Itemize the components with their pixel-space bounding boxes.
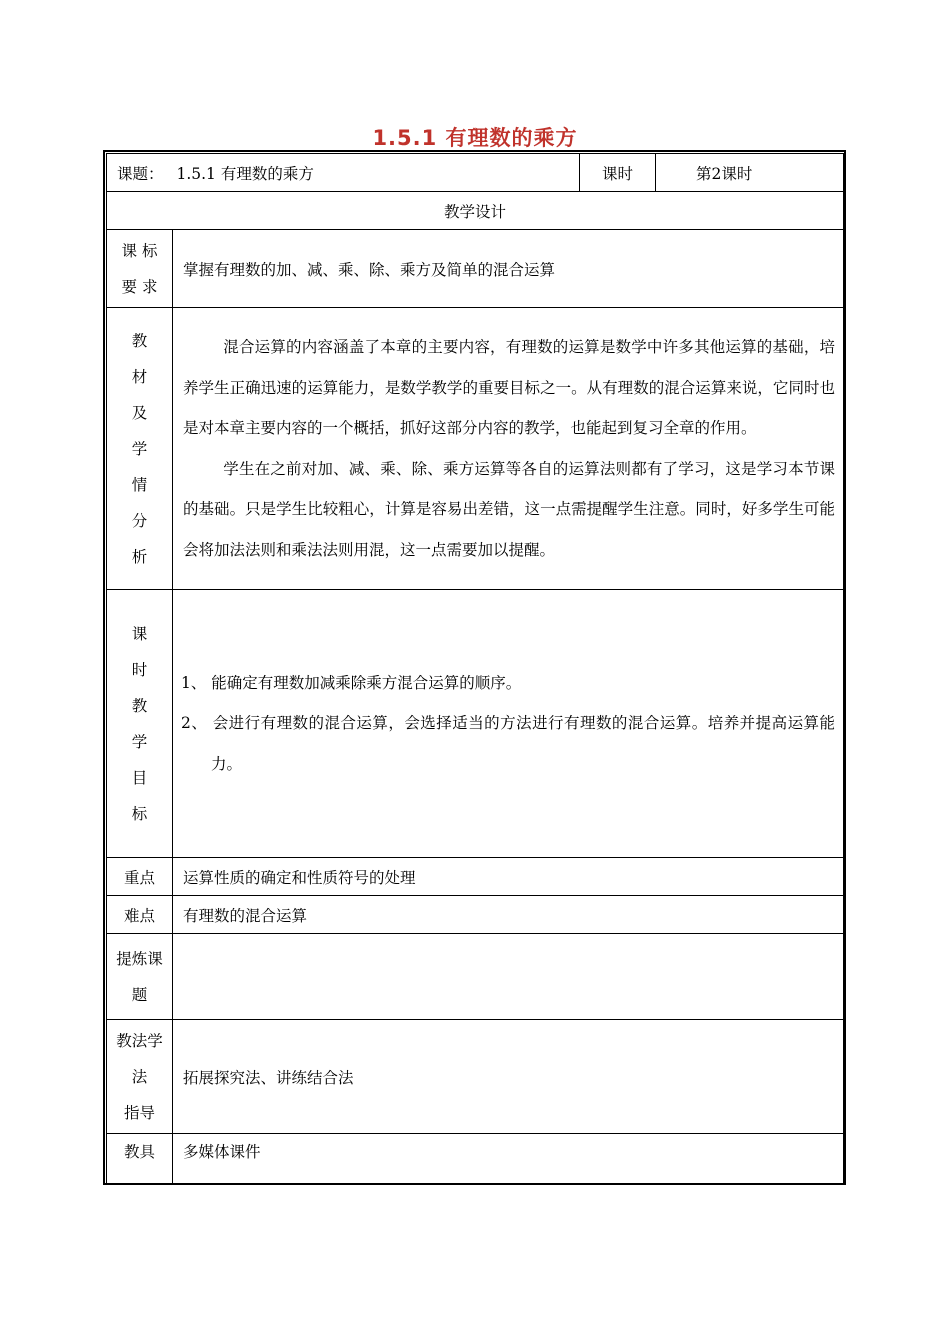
objectives-label-char: 标 <box>131 804 148 823</box>
tools-label: 教具 <box>107 1134 173 1184</box>
analysis-label-char: 析 <box>131 547 148 566</box>
objectives-label-char: 时 <box>131 660 148 679</box>
refine-row <box>107 934 844 1020</box>
analysis-content <box>173 308 844 590</box>
method-label-line: 教法学 <box>116 1031 163 1050</box>
difficulty-label: 难点 <box>107 896 173 934</box>
objective-item: 1、 能确定有理数加减乘除乘方混合运算的顺序。 <box>181 673 522 692</box>
header-row <box>107 154 844 192</box>
refine-label <box>107 934 173 1020</box>
objectives-label-char: 教 <box>131 696 148 715</box>
analysis-label-char: 教 <box>131 331 148 350</box>
refine-label-line1: 提炼课 <box>116 949 163 968</box>
objectives-label-char: 课 <box>131 624 148 643</box>
analysis-row <box>107 308 844 590</box>
objectives-content <box>173 590 844 858</box>
standards-label-line2: 要 求 <box>121 277 158 296</box>
key-point-label: 重点 <box>107 858 173 896</box>
objectives-label <box>107 590 173 858</box>
method-label-line: 指导 <box>123 1103 155 1122</box>
key-point-row <box>107 858 844 896</box>
refine-label-line2: 题 <box>131 985 148 1004</box>
analysis-label-char: 情 <box>131 475 148 494</box>
topic-cell <box>107 154 580 192</box>
period-label: 课时 <box>580 154 656 192</box>
difficulty-row <box>107 896 844 934</box>
analysis-label-char: 学 <box>131 439 148 458</box>
analysis-label <box>107 308 173 590</box>
objective-item: 2、 会进行有理数的混合运算，会选择适当的方法进行有理数的混合运算。培养并提高运算能力。 <box>181 714 836 773</box>
standards-label-line1: 课 标 <box>121 241 158 260</box>
analysis-paragraph-2: 学生在之前对加、减、乘、除、乘方运算等各自的运算法则都有了学习，这是学习本节课的基础。只是学生比较粗心，计算是容易出差错，这一点需提醒学生注意。同时，好多学生可能会将加法法则和乘法法则用混，这一点需要加以提醒。 <box>183 459 836 559</box>
analysis-paragraph-1: 混合运算的内容涵盖了本章的主要内容，有理数的运算是数学中许多其他运算的基础，培养学生正确迅速的运算能力，是数学教学的重要目标之一。从有理数的混合运算来说，它同时也是对本章主要内容的一个概括，抓好这部分内容的教学，也能起到复习全章的作用。 <box>183 338 836 437</box>
document-title: 1.5.1 有理数的乘方 <box>372 126 578 150</box>
analysis-label-char: 及 <box>131 403 148 422</box>
method-content: 拓展探究法、讲练结合法 <box>173 1020 844 1134</box>
period-value: 第2课时 <box>656 154 844 192</box>
refine-content <box>173 934 844 1020</box>
objectives-label-char: 学 <box>131 732 148 751</box>
difficulty-content: 有理数的混合运算 <box>173 896 844 934</box>
analysis-label-char: 分 <box>131 511 148 530</box>
section-heading: 教学设计 <box>107 192 844 230</box>
key-point-content: 运算性质的确定和性质符号的处理 <box>173 858 844 896</box>
objectives-row <box>107 590 844 858</box>
standards-content: 掌握有理数的加、减、乘、除、乘方及简单的混合运算 <box>173 230 844 308</box>
analysis-label-char: 材 <box>131 367 148 386</box>
tools-content: 多媒体课件 <box>173 1134 844 1184</box>
topic-value: 1.5.1 有理数的乘方 <box>176 164 314 183</box>
standards-row <box>107 230 844 308</box>
method-row <box>107 1020 844 1134</box>
objectives-label-char: 目 <box>131 768 148 787</box>
tools-row <box>107 1134 844 1184</box>
lesson-plan-table <box>106 153 844 1184</box>
method-label-line: 法 <box>131 1067 148 1086</box>
method-label <box>107 1020 173 1134</box>
standards-label <box>107 230 173 308</box>
topic-label: 课题： <box>117 164 164 183</box>
